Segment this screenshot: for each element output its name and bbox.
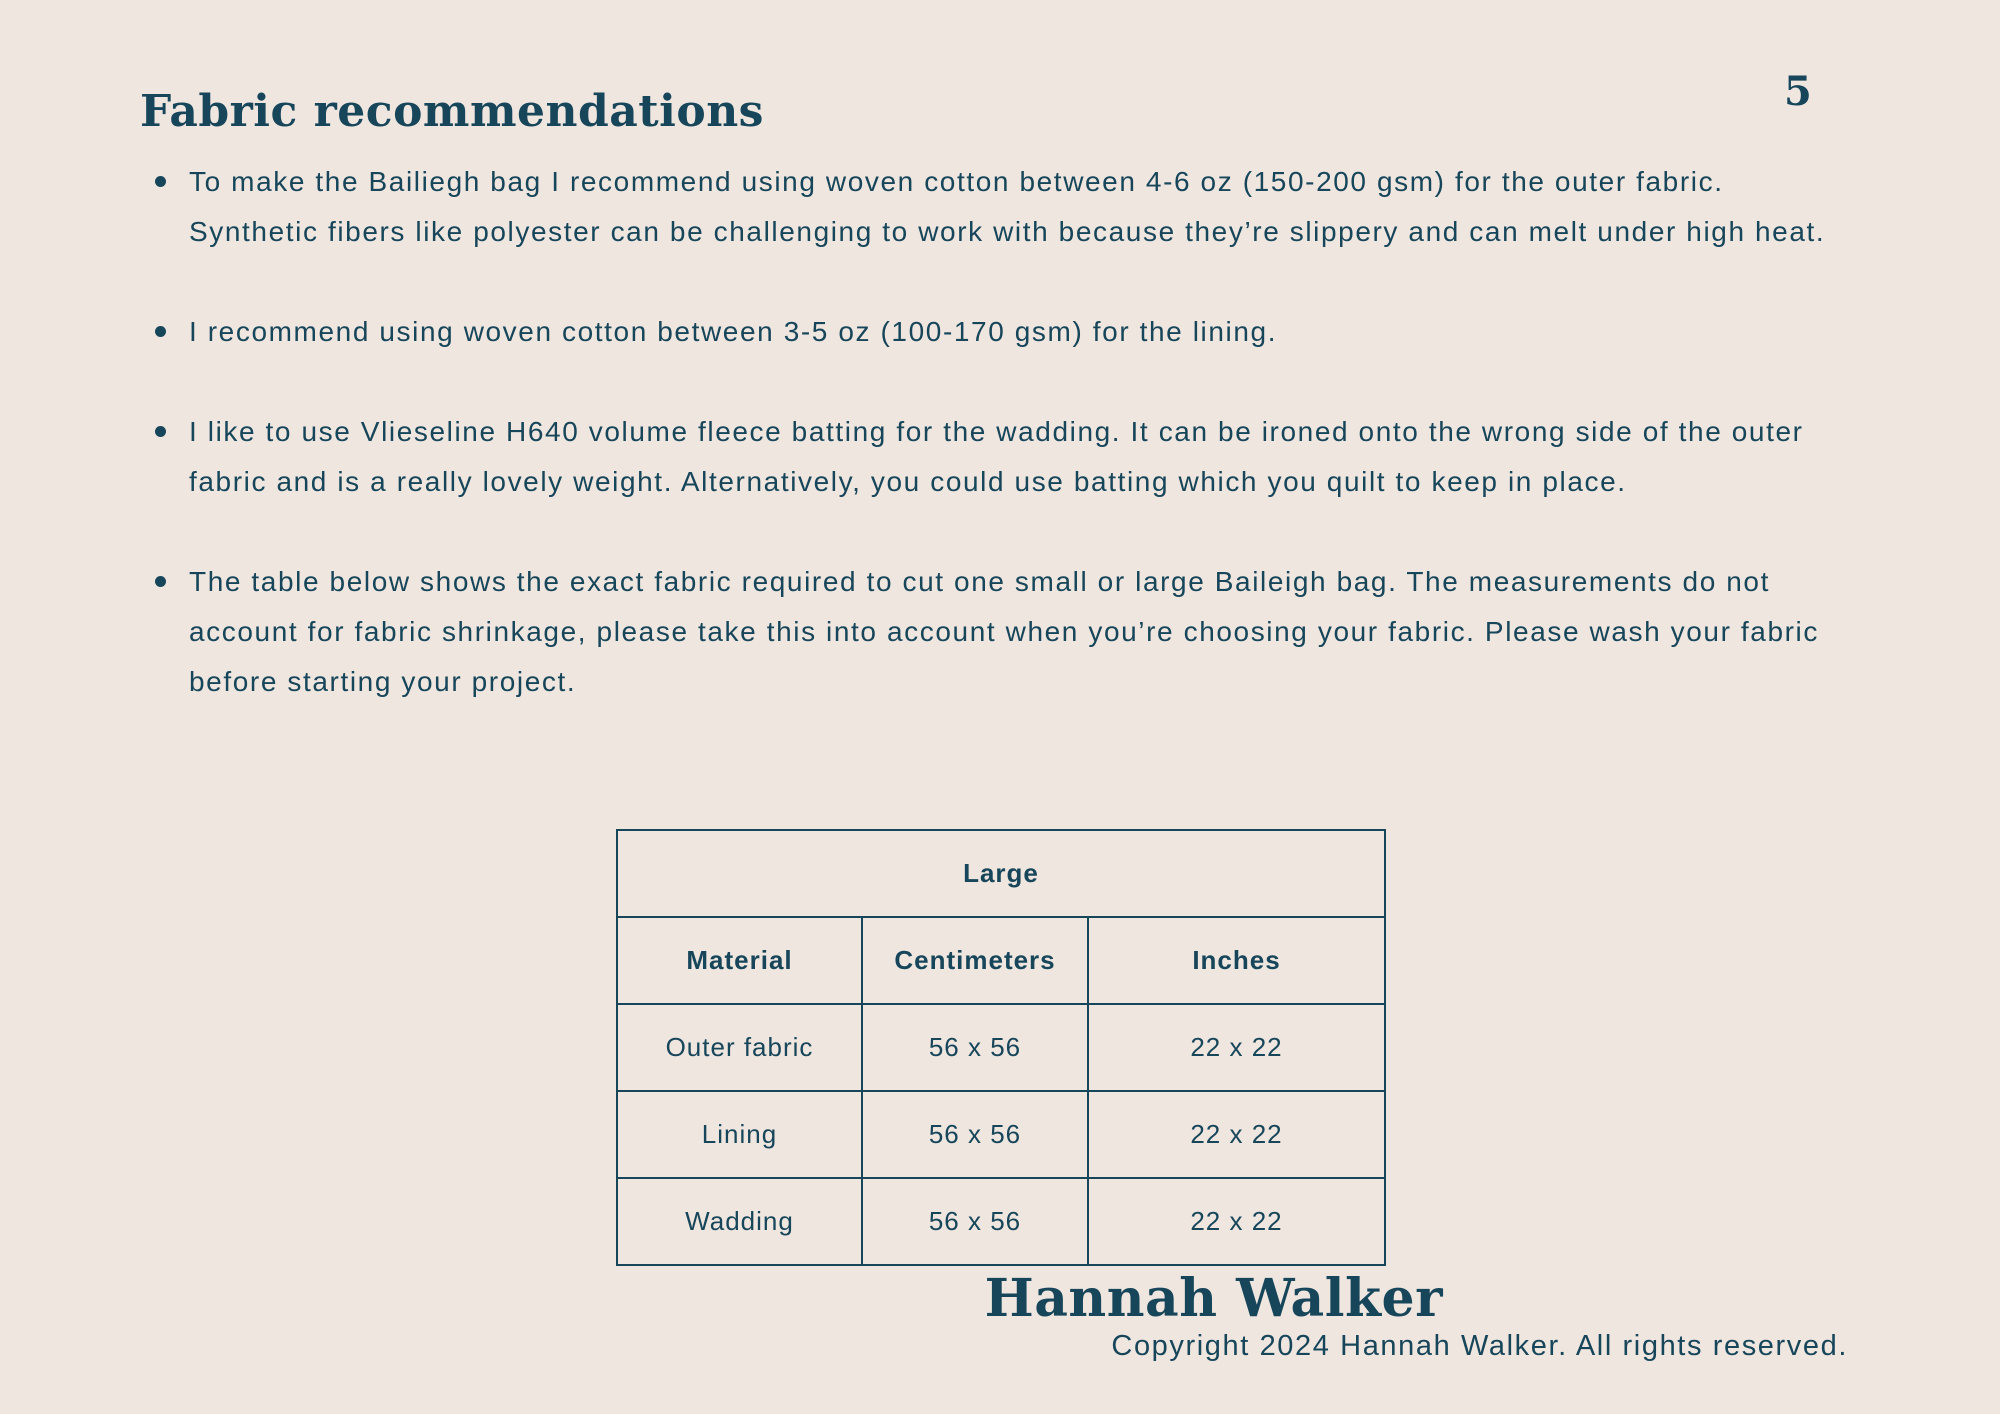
column-header-inches: Inches [1088, 917, 1385, 1004]
table-header-row [617, 917, 1385, 1004]
column-header-centimeters: Centimeters [862, 917, 1088, 1004]
table-caption-row [617, 830, 1385, 917]
column-header-material: Material [617, 917, 862, 1004]
recommendation-list [140, 157, 1840, 757]
table-row [617, 1091, 1385, 1178]
bullet-icon [155, 426, 166, 437]
list-item [140, 307, 1840, 357]
list-item [140, 557, 1840, 707]
list-item [140, 407, 1840, 507]
table-caption: Large [617, 830, 1385, 917]
list-item-text: The table below shows the exact fabric required to cut one small or large Baileigh bag. The measurements do not account for fabric shrinkage, please take this into account when you’re choosing your fabric. Please wash your fabric before starting your project. [189, 566, 1819, 697]
bullet-icon [155, 326, 166, 337]
table-cell-material: Lining [617, 1091, 862, 1178]
copyright-notice: Copyright 2024 Hannah Walker. All rights reserved. [1111, 1330, 1848, 1362]
table-cell-centimeters: 56 x 56 [862, 1004, 1088, 1091]
table-cell-inches: 22 x 22 [1088, 1091, 1385, 1178]
author-name: Hannah Walker [984, 1268, 1443, 1329]
table-cell-material: Wadding [617, 1178, 862, 1265]
table-row [617, 1004, 1385, 1091]
table-row [617, 1178, 1385, 1265]
list-item-text: To make the Bailiegh bag I recommend using woven cotton between 4-6 oz (150-200 gsm) for the outer fabric. Synthetic fibers like polyester can be challenging to work with because they’re slippery and can melt under high heat. [189, 166, 1826, 247]
list-item-text: I like to use Vlieseline H640 volume fleece batting for the wadding. It can be ironed onto the wrong side of the outer fabric and is a really lovely weight. Alternatively, you could use batting which you quilt to keep in place. [189, 416, 1804, 497]
list-item-text: I recommend using woven cotton between 3-5 oz (100-170 gsm) for the lining. [189, 316, 1278, 347]
table-cell-centimeters: 56 x 56 [862, 1178, 1088, 1265]
list-item [140, 157, 1840, 257]
fabric-table [616, 829, 1386, 1266]
table-cell-inches: 22 x 22 [1088, 1004, 1385, 1091]
table-cell-centimeters: 56 x 56 [862, 1091, 1088, 1178]
page-number: 5 [1784, 68, 1812, 115]
bullet-icon [155, 576, 166, 587]
table-cell-material: Outer fabric [617, 1004, 862, 1091]
table-cell-inches: 22 x 22 [1088, 1178, 1385, 1265]
bullet-icon [155, 176, 166, 187]
page-title: Fabric recommendations [140, 86, 764, 137]
